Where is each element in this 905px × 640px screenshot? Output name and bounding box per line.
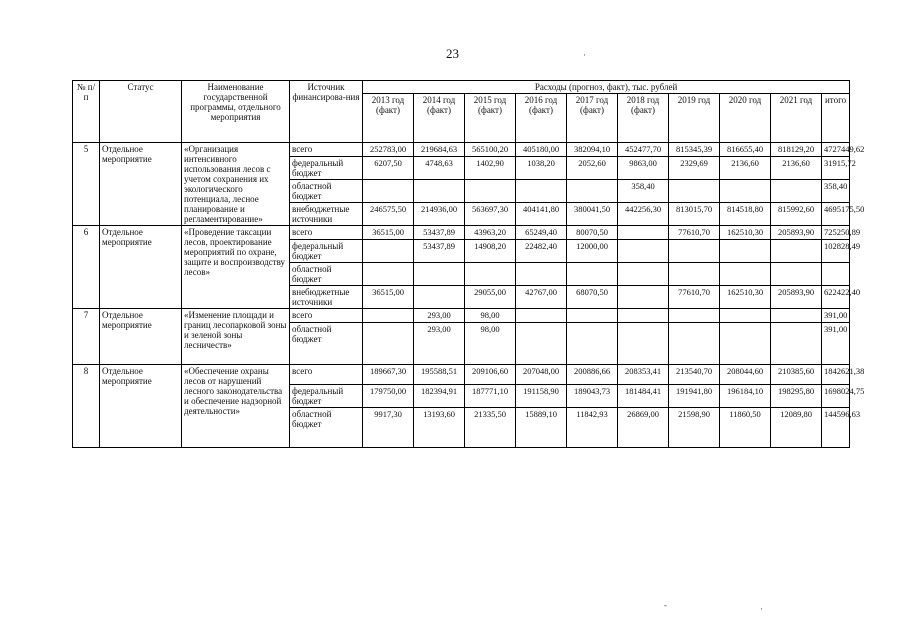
header-expenses: Расходы (прогноз, факт), тыс. рублей	[363, 81, 850, 94]
amount-cell: 2136,60	[771, 157, 822, 180]
amount-cell: 1402,90	[465, 157, 516, 180]
amount-cell: 214936,00	[414, 203, 465, 226]
amount-cell: 404141,80	[516, 203, 567, 226]
funding-source: всего	[290, 143, 363, 157]
amount-cell	[669, 240, 720, 263]
table-row	[73, 143, 850, 157]
group-status: Отдельное мероприятие	[100, 226, 182, 309]
amount-cell: 43963,20	[465, 226, 516, 240]
amount-cell: 68070,50	[567, 286, 618, 309]
amount-cell: 219684,63	[414, 143, 465, 157]
amount-cell: 162510,30	[720, 226, 771, 240]
amount-cell	[720, 180, 771, 203]
amount-cell: 208353,41	[618, 365, 669, 385]
amount-cell: 252783,00	[363, 143, 414, 157]
scan-mark: ·	[760, 604, 763, 614]
header-year: 2018 год (факт)	[618, 94, 669, 143]
amount-cell	[669, 309, 720, 323]
group-num: 8	[73, 365, 100, 448]
funding-source: областной бюджет	[290, 263, 363, 286]
table-row	[73, 365, 850, 385]
amount-cell: 358,40	[618, 180, 669, 203]
amount-cell: 814518,80	[720, 203, 771, 226]
amount-cell: 12000,00	[567, 240, 618, 263]
amount-cell	[771, 309, 822, 323]
amount-cell: 382094,10	[567, 143, 618, 157]
amount-cell	[771, 180, 822, 203]
group-status: Отдельное мероприятие	[100, 143, 182, 226]
amount-cell: 77610,70	[669, 286, 720, 309]
header-source: Источник финансирова-ния	[290, 81, 363, 143]
amount-cell: 815992,60	[771, 203, 822, 226]
amount-cell: 6207,50	[363, 157, 414, 180]
amount-cell: 21598,90	[669, 408, 720, 448]
amount-cell: 36515,00	[363, 286, 414, 309]
funding-source: всего	[290, 226, 363, 240]
amount-cell	[567, 323, 618, 365]
amount-cell	[363, 263, 414, 286]
funding-source: федеральный бюджет	[290, 157, 363, 180]
amount-cell: 189667,30	[363, 365, 414, 385]
amount-cell: 205893,90	[771, 226, 822, 240]
amount-cell: 21335,50	[465, 408, 516, 448]
amount-cell: 563697,30	[465, 203, 516, 226]
amount-cell: 179750,00	[363, 385, 414, 408]
amount-cell: 818129,20	[771, 143, 822, 157]
funding-source: федеральный бюджет	[290, 385, 363, 408]
header-num: № п/п	[73, 81, 100, 143]
amount-cell: 380041,50	[567, 203, 618, 226]
amount-cell	[363, 323, 414, 365]
header-year: итого	[822, 94, 850, 143]
amount-cell	[720, 309, 771, 323]
total-cell: 144596,63	[822, 408, 850, 448]
total-cell: 1698024,75	[822, 385, 850, 408]
amount-cell: 12089,80	[771, 408, 822, 448]
amount-cell	[720, 263, 771, 286]
amount-cell	[465, 180, 516, 203]
amount-cell	[771, 263, 822, 286]
amount-cell: 191158,90	[516, 385, 567, 408]
header-year: 2020 год	[720, 94, 771, 143]
scan-mark: ·	[583, 50, 586, 60]
header-year: 2015 год (факт)	[465, 94, 516, 143]
amount-cell: 13193,60	[414, 408, 465, 448]
total-cell: 391,00	[822, 323, 850, 365]
header-row-1	[73, 81, 850, 94]
header-name: Наименование государственной программы, отдельного мероприятия	[182, 81, 290, 143]
amount-cell: 405180,00	[516, 143, 567, 157]
expenses-table	[72, 80, 865, 448]
group-name: «Обеспечение охраны лесов от нарушений лесного законодательства и обеспечение надзорной деятельности»	[182, 365, 290, 448]
amount-cell	[618, 226, 669, 240]
amount-cell: 208044,60	[720, 365, 771, 385]
amount-cell: 293,00	[414, 309, 465, 323]
header-year: 2017 год (факт)	[567, 94, 618, 143]
funding-source: областной бюджет	[290, 180, 363, 203]
amount-cell	[669, 263, 720, 286]
amount-cell: 210385,60	[771, 365, 822, 385]
amount-cell	[567, 180, 618, 203]
amount-cell	[618, 309, 669, 323]
header-year: 2016 год (факт)	[516, 94, 567, 143]
amount-cell: 9863,00	[618, 157, 669, 180]
amount-cell	[567, 263, 618, 286]
amount-cell: 209106,60	[465, 365, 516, 385]
amount-cell	[516, 323, 567, 365]
amount-cell: 200886,66	[567, 365, 618, 385]
amount-cell: 187771,10	[465, 385, 516, 408]
amount-cell	[669, 323, 720, 365]
total-cell: 725250,89	[822, 226, 850, 240]
amount-cell	[669, 180, 720, 203]
amount-cell	[363, 240, 414, 263]
amount-cell	[618, 323, 669, 365]
amount-cell: 442256,30	[618, 203, 669, 226]
amount-cell: 26869,00	[618, 408, 669, 448]
funding-source: внебюджетные источники	[290, 203, 363, 226]
amount-cell: 213540,70	[669, 365, 720, 385]
group-status: Отдельное мероприятие	[100, 309, 182, 365]
amount-cell: 196184,10	[720, 385, 771, 408]
total-cell: 1842621,38	[822, 365, 850, 385]
total-cell: 31915,72	[822, 157, 850, 180]
amount-cell: 53437,89	[414, 226, 465, 240]
amount-cell: 42767,00	[516, 286, 567, 309]
amount-cell	[720, 323, 771, 365]
group-name: «Изменение площади и границ лесопарковой зоны и зеленой зоны лесничеств»	[182, 309, 290, 365]
amount-cell	[414, 263, 465, 286]
amount-cell: 36515,00	[363, 226, 414, 240]
scan-mark: -	[664, 600, 667, 610]
amount-cell: 1038,20	[516, 157, 567, 180]
amount-cell: 181484,41	[618, 385, 669, 408]
amount-cell: 2136,60	[720, 157, 771, 180]
amount-cell: 77610,70	[669, 226, 720, 240]
amount-cell: 189043,73	[567, 385, 618, 408]
amount-cell	[618, 240, 669, 263]
amount-cell: 4748,63	[414, 157, 465, 180]
header-year: 2013 год (факт)	[363, 94, 414, 143]
table-row	[73, 226, 850, 240]
header-year: 2019 год	[669, 94, 720, 143]
amount-cell	[516, 263, 567, 286]
table-row	[73, 309, 850, 323]
header-year: 2021 год	[771, 94, 822, 143]
group-num: 7	[73, 309, 100, 365]
amount-cell: 11860,50	[720, 408, 771, 448]
amount-cell: 11842,93	[567, 408, 618, 448]
total-cell: 391,00	[822, 309, 850, 323]
amount-cell	[618, 286, 669, 309]
group-name: «Проведение таксации лесов, проектирование мероприятий по охране, защите и воспроизводству лесов»	[182, 226, 290, 309]
funding-source: областной бюджет	[290, 323, 363, 365]
amount-cell: 98,00	[465, 323, 516, 365]
amount-cell: 815345,39	[669, 143, 720, 157]
amount-cell	[363, 180, 414, 203]
amount-cell	[516, 309, 567, 323]
amount-cell	[720, 240, 771, 263]
group-num: 5	[73, 143, 100, 226]
amount-cell	[516, 180, 567, 203]
total-cell: 4727449,62	[822, 143, 850, 157]
header-year: 2014 год (факт)	[414, 94, 465, 143]
group-name: «Организация интенсивного использования лесов с учетом сохранения их экологического потенциала, лесное планирование и регламентирование»	[182, 143, 290, 226]
amount-cell: 162510,30	[720, 286, 771, 309]
amount-cell	[363, 309, 414, 323]
amount-cell: 2329,69	[669, 157, 720, 180]
amount-cell	[414, 180, 465, 203]
amount-cell: 565100,20	[465, 143, 516, 157]
amount-cell: 53437,89	[414, 240, 465, 263]
amount-cell: 98,00	[465, 309, 516, 323]
amount-cell: 198295,80	[771, 385, 822, 408]
table-body	[73, 143, 865, 448]
group-status: Отдельное мероприятие	[100, 365, 182, 448]
amount-cell	[618, 263, 669, 286]
funding-source: федеральный бюджет	[290, 240, 363, 263]
amount-cell	[567, 309, 618, 323]
amount-cell: 182394,91	[414, 385, 465, 408]
funding-source: всего	[290, 365, 363, 385]
total-cell	[822, 263, 850, 286]
amount-cell: 207048,00	[516, 365, 567, 385]
amount-cell	[414, 286, 465, 309]
amount-cell: 195588,51	[414, 365, 465, 385]
funding-source: всего	[290, 309, 363, 323]
amount-cell: 246575,50	[363, 203, 414, 226]
total-cell: 102828,49	[822, 240, 850, 263]
amount-cell: 191941,80	[669, 385, 720, 408]
amount-cell: 80070,50	[567, 226, 618, 240]
amount-cell	[771, 323, 822, 365]
amount-cell: 14908,20	[465, 240, 516, 263]
amount-cell	[465, 263, 516, 286]
group-num: 6	[73, 226, 100, 309]
total-cell: 622422,40	[822, 286, 850, 309]
amount-cell: 452477,70	[618, 143, 669, 157]
amount-cell: 2052,60	[567, 157, 618, 180]
amount-cell: 813015,70	[669, 203, 720, 226]
header-status: Статус	[100, 81, 182, 143]
total-cell: 358,40	[822, 180, 850, 203]
page-number: 23	[446, 46, 459, 61]
total-cell: 4695175,50	[822, 203, 850, 226]
amount-cell: 15889,10	[516, 408, 567, 448]
amount-cell	[771, 240, 822, 263]
amount-cell: 293,00	[414, 323, 465, 365]
funding-source: внебюджетные источники	[290, 286, 363, 309]
amount-cell: 205893,90	[771, 286, 822, 309]
amount-cell: 22482,40	[516, 240, 567, 263]
amount-cell: 816655,40	[720, 143, 771, 157]
amount-cell: 65249,40	[516, 226, 567, 240]
amount-cell: 9917,30	[363, 408, 414, 448]
funding-source: областной бюджет	[290, 408, 363, 448]
amount-cell: 29055,00	[465, 286, 516, 309]
